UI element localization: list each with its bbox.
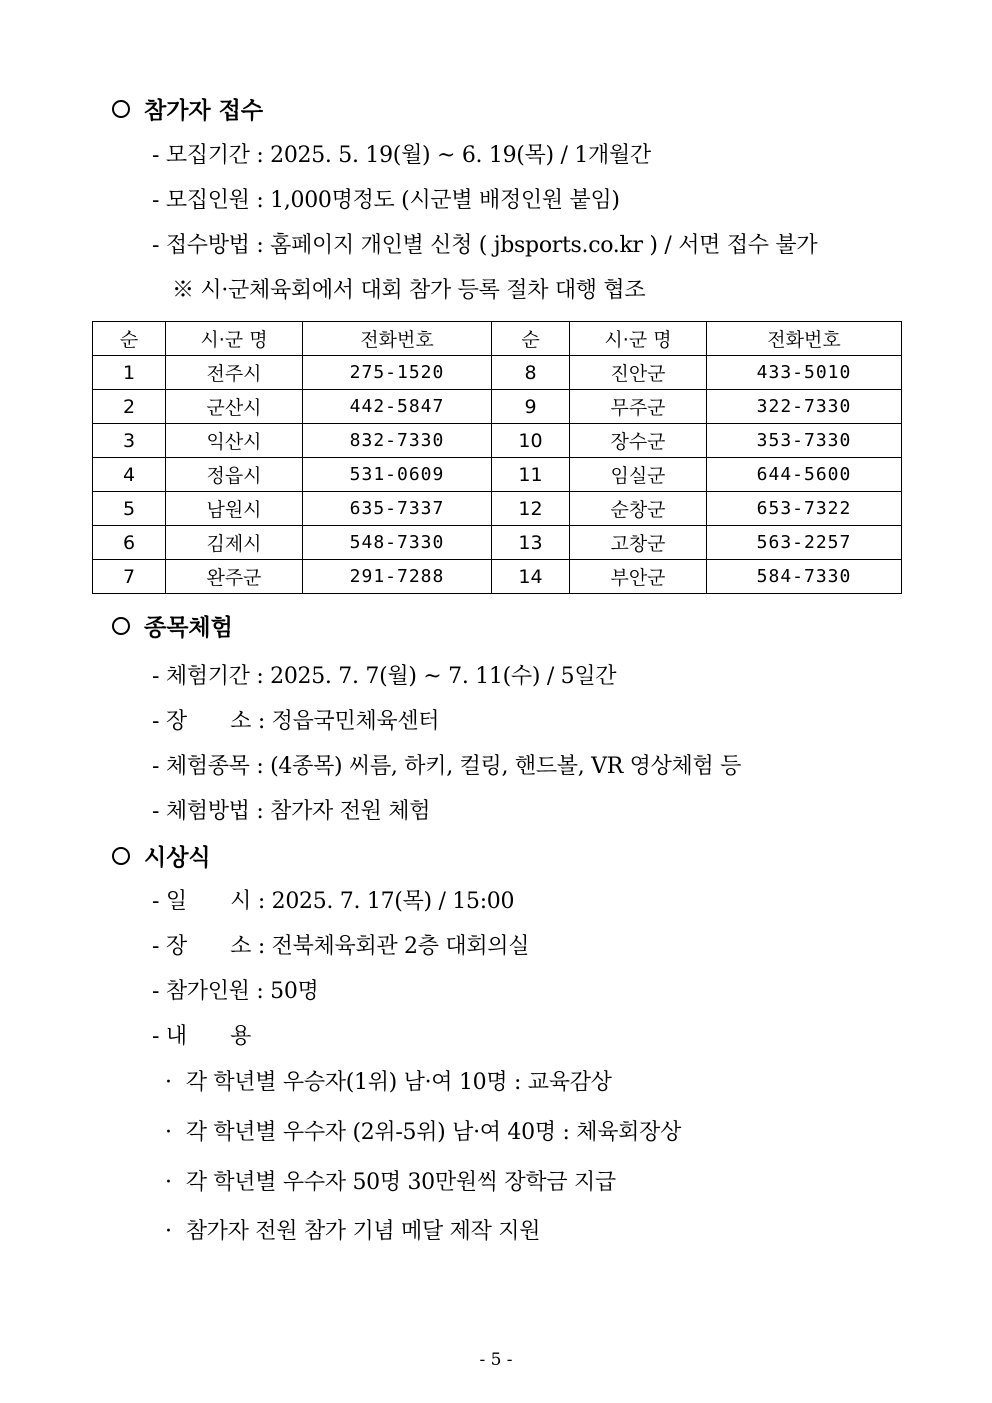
cell-no: 7 (93, 560, 166, 594)
cell-no: 3 (93, 424, 166, 458)
cell-city: 익산시 (166, 424, 303, 458)
section-title-text: 참가자 접수 (144, 97, 264, 124)
list-item-text: 참가자 전원 참가 기념 메달 제작 지원 (185, 1219, 541, 1244)
cell-no: 13 (492, 526, 570, 560)
section-ceremony-title (112, 839, 211, 872)
registration-period: - 모집기간 : 2025. 5. 19(월) ~ 6. 19(목) / 1개월간 (152, 143, 651, 168)
cell-phone: 275-1520 (303, 356, 492, 390)
cell-phone: 584-7330 (707, 560, 902, 594)
header-no: 순 (492, 322, 570, 356)
section-registration-title (112, 92, 263, 125)
list-item-text: 각 학년별 우승자(1위) 남·여 10명 : 교육감상 (185, 1070, 612, 1095)
ceremony-people: - 참가인원 : 50명 (152, 979, 319, 1004)
ceremony-date: - 일 시 : 2025. 7. 17(목) / 15:00 (152, 889, 515, 914)
dot-bullet-icon: · (165, 1070, 172, 1095)
cell-no: 2 (93, 390, 166, 424)
circle-bullet-icon (112, 847, 130, 865)
list-item (165, 1165, 616, 1196)
section-experience-title (112, 609, 233, 642)
table-row (93, 526, 902, 560)
cell-no: 6 (93, 526, 166, 560)
cell-city: 순창군 (570, 492, 707, 526)
cell-no: 1 (93, 356, 166, 390)
header-phone: 전화번호 (707, 322, 902, 356)
circle-bullet-icon (112, 617, 130, 635)
circle-bullet-icon (112, 100, 130, 118)
cell-phone: 653-7322 (707, 492, 902, 526)
registration-method: - 접수방법 : 홈페이지 개인별 신청 ( jbsports.co.kr ) / 서면 접수 불가 (152, 233, 818, 258)
list-item-text: 각 학년별 우수자 50명 30만원씩 장학금 지급 (185, 1170, 616, 1195)
ceremony-place: - 장 소 : 전북체육회관 2층 대회의실 (152, 934, 530, 959)
section-title-text: 종목체험 (144, 614, 233, 641)
cell-phone: 531-0609 (303, 458, 492, 492)
list-item-text: 각 학년별 우수자 (2위-5위) 남·여 40명 : 체육회장상 (185, 1120, 682, 1145)
section-title-text: 시상식 (144, 844, 211, 871)
cell-phone: 548-7330 (303, 526, 492, 560)
table-row (93, 560, 902, 594)
cell-city: 임실군 (570, 458, 707, 492)
ceremony-content: - 내 용 (152, 1024, 252, 1049)
cell-phone: 322-7330 (707, 390, 902, 424)
list-item (165, 1065, 612, 1096)
dot-bullet-icon: · (165, 1170, 172, 1195)
cell-city: 장수군 (570, 424, 707, 458)
cell-no: 14 (492, 560, 570, 594)
cell-city: 고창군 (570, 526, 707, 560)
cell-city: 군산시 (166, 390, 303, 424)
cell-phone: 832-7330 (303, 424, 492, 458)
experience-place: - 장 소 : 정읍국민체육센터 (152, 709, 440, 734)
experience-method: - 체험방법 : 참가자 전원 체험 (152, 799, 431, 824)
cell-phone: 644-5600 (707, 458, 902, 492)
cell-no: 4 (93, 458, 166, 492)
cell-no: 9 (492, 390, 570, 424)
cell-city: 남원시 (166, 492, 303, 526)
registration-note: ※ 시·군체육회에서 대회 참가 등록 절차 대행 협조 (172, 278, 646, 303)
list-item (165, 1214, 540, 1245)
cell-city: 부안군 (570, 560, 707, 594)
table-row (93, 424, 902, 458)
cell-no: 12 (492, 492, 570, 526)
cell-city: 김제시 (166, 526, 303, 560)
experience-period: - 체험기간 : 2025. 7. 7(월) ~ 7. 11(수) / 5일간 (152, 664, 617, 689)
cell-phone: 353-7330 (707, 424, 902, 458)
cell-no: 8 (492, 356, 570, 390)
table-header-row (93, 322, 902, 356)
cell-phone: 433-5010 (707, 356, 902, 390)
table-row (93, 390, 902, 424)
cell-no: 10 (492, 424, 570, 458)
header-city: 시·군 명 (166, 322, 303, 356)
cell-city: 전주시 (166, 356, 303, 390)
table-row (93, 356, 902, 390)
page-number: - 5 - (479, 1350, 513, 1370)
experience-events: - 체험종목 : (4종목) 씨름, 하키, 컬링, 핸드볼, VR 영상체험 등 (152, 754, 742, 779)
cell-no: 5 (93, 492, 166, 526)
cell-city: 무주군 (570, 390, 707, 424)
header-no: 순 (93, 322, 166, 356)
contact-table (92, 321, 902, 594)
dot-bullet-icon: · (165, 1219, 172, 1244)
cell-city: 정읍시 (166, 458, 303, 492)
registration-count: - 모집인원 : 1,000명정도 (시군별 배정인원 붙임) (152, 188, 620, 213)
dot-bullet-icon: · (165, 1120, 172, 1145)
cell-phone: 442-5847 (303, 390, 492, 424)
cell-phone: 635-7337 (303, 492, 492, 526)
table-row (93, 458, 902, 492)
cell-no: 11 (492, 458, 570, 492)
header-city: 시·군 명 (570, 322, 707, 356)
cell-phone: 563-2257 (707, 526, 902, 560)
header-phone: 전화번호 (303, 322, 492, 356)
list-item (165, 1115, 681, 1146)
cell-city: 완주군 (166, 560, 303, 594)
table-row (93, 492, 902, 526)
cell-phone: 291-7288 (303, 560, 492, 594)
cell-city: 진안군 (570, 356, 707, 390)
